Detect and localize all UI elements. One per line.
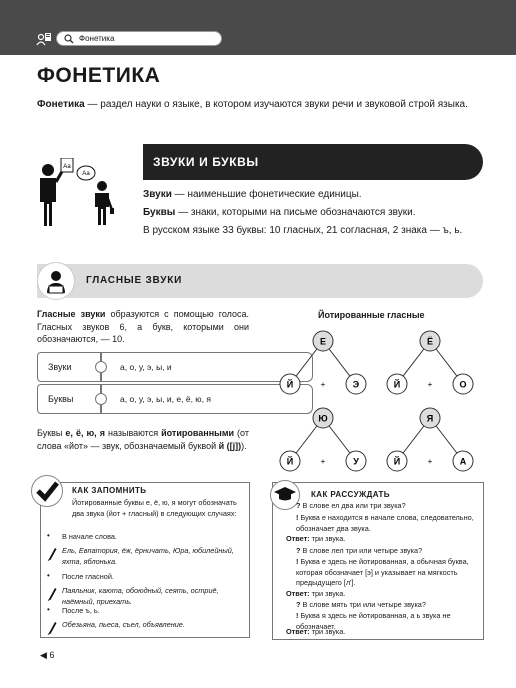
reason-title: КАК РАССУЖДАТЬ xyxy=(311,490,390,499)
question-line xyxy=(286,546,482,557)
rule-item: После ъ, ь. xyxy=(62,606,100,615)
yot-post: (от слова «йот» — звук, обозначаемый буквой xyxy=(37,428,249,451)
answer-line xyxy=(286,589,482,600)
line-text: В слове ел два или три звука? xyxy=(302,501,406,510)
example-item: Ель, Евпатория, ёж, ёрничать, Юра, юбилейный, яхта, яблонька. xyxy=(62,546,234,566)
letters-definition xyxy=(143,205,483,220)
yot-j-node: Й xyxy=(393,379,401,390)
mark-icon: ! xyxy=(296,513,301,522)
sounds-tag: Звуки xyxy=(37,352,101,382)
sounds-values: а, о, у, э, ы, и xyxy=(101,352,313,382)
example-item: Паяльник, каюта, обоюдный, сеять, остриё, наёмный, приехать. xyxy=(62,586,219,606)
people-illustration xyxy=(30,158,130,228)
search-icon xyxy=(64,34,74,44)
yot-term: йотированными xyxy=(161,428,235,438)
letters-values: а, о, у, э, ы, и, е, ё, ю, я xyxy=(101,384,313,414)
intro-text: — раздел науки о языке, в котором изучаются звуки речи и звуковой строй языка. xyxy=(84,99,468,110)
answer-label: Ответ: xyxy=(286,534,312,543)
yot-sound: й ([j]) xyxy=(218,440,242,451)
term-vowels: Гласные звуки xyxy=(37,309,106,319)
search-input[interactable] xyxy=(56,31,222,46)
yot-vowel-node: Э xyxy=(352,379,360,390)
sounds-letters-text xyxy=(143,187,483,241)
yot-close: ). xyxy=(241,440,247,451)
question-line xyxy=(286,501,482,512)
line-text: Буква я здесь не йотированная, а ь звука не обозначает. xyxy=(296,611,451,631)
yot-letter-node: Я xyxy=(426,413,434,424)
term-sounds: Звуки xyxy=(143,189,172,200)
plus-sign: + xyxy=(320,457,326,466)
yot-diagram xyxy=(270,326,483,476)
vowels-paragraph xyxy=(37,308,249,346)
yot-letter-node: Е xyxy=(319,336,327,347)
section-title-vowels: ГЛАСНЫЕ ЗВУКИ xyxy=(86,275,183,286)
yot-mid: называются xyxy=(104,428,162,438)
answer-label: Ответ: xyxy=(286,589,312,598)
sounds-row xyxy=(37,352,249,382)
answer-line xyxy=(286,627,482,638)
plus-sign: + xyxy=(427,380,433,389)
page-number-text: 6 xyxy=(49,650,55,660)
remember-intro: Йотированные буквы е, ё, ю, я могут обозначать два звука (йот + гласный) в следующих случаях: xyxy=(72,498,237,518)
bullet-icon: • xyxy=(47,571,50,580)
mark-icon: ? xyxy=(296,600,303,609)
yot-tree xyxy=(280,331,366,394)
mark-icon: ? xyxy=(296,546,303,555)
line-text: Буква е здесь не йотированная, а обычная буква, которая обозначает [э] и указывает на мягкость предыдущего [л']. xyxy=(296,557,469,587)
page-number xyxy=(40,650,54,661)
alphabet-count: В русском языке 33 буквы: 10 гласных, 21 согласная, 2 знака — ъ, ь. xyxy=(143,225,463,236)
tag-notch xyxy=(95,361,107,373)
intro-paragraph xyxy=(37,96,473,114)
question-line xyxy=(286,600,482,611)
yot-tree xyxy=(387,331,473,394)
pen-icon xyxy=(47,585,57,601)
line-text: В слове мять три или четыре звука? xyxy=(302,600,426,609)
bullet-icon: • xyxy=(47,605,50,614)
intro-term: Фонетика xyxy=(37,99,85,110)
vowels-text: образуются с помощью голоса. Гласных звуков 6, а букв, которыми они обозначаются, — 10. xyxy=(37,309,250,344)
yot-letter-node: Ё xyxy=(426,336,434,347)
bullet-icon: • xyxy=(47,531,50,540)
def-sounds: — наименьшие фонетические единицы. xyxy=(171,189,362,200)
user-book-icon xyxy=(36,31,52,47)
line-text: три звука. xyxy=(311,589,346,598)
line-text: три звука. xyxy=(311,627,346,636)
tag-notch xyxy=(95,393,107,405)
top-bar xyxy=(0,0,516,55)
letters-tag: Буквы xyxy=(37,384,101,414)
yot-vowel-node: А xyxy=(459,456,467,467)
yot-letters: е, ё, ю, я xyxy=(65,428,105,438)
yot-j-node: Й xyxy=(393,456,401,467)
remember-title: КАК ЗАПОМНИТЬ xyxy=(72,486,147,495)
yot-tree xyxy=(387,408,473,471)
plus-sign: + xyxy=(320,380,326,389)
yot-paragraph xyxy=(37,427,249,452)
mark-icon: ! xyxy=(296,557,301,566)
yot-j-node: Й xyxy=(286,379,294,390)
line-text: Буква е находится в начале слова, следовательно, обозначает два звука. xyxy=(296,513,474,533)
pen-icon xyxy=(47,545,57,561)
reading-person-icon xyxy=(38,263,74,299)
def-letters: — знаки, которыми на письме обозначаются звуки. xyxy=(175,207,416,218)
page-arrow-icon[interactable]: ◀ xyxy=(40,650,47,660)
yot-pre: Буквы xyxy=(37,428,66,438)
example-item: Обезьяна, пьеса, съел, объявление. xyxy=(62,620,185,629)
line-text: три звука. xyxy=(311,534,346,543)
letters-row xyxy=(37,384,249,414)
check-circle xyxy=(31,475,63,507)
mark-icon: ? xyxy=(296,501,303,510)
page-title: ФОНЕТИКА xyxy=(37,64,161,87)
rule-item: В начале слова. xyxy=(62,532,117,541)
yot-vowel-node: О xyxy=(459,379,467,390)
mark-icon: ! xyxy=(296,611,301,620)
speech-label: Аа xyxy=(82,171,90,177)
term-letters: Буквы xyxy=(143,207,176,218)
yot-vowel-node: У xyxy=(353,456,359,467)
rule-item: После гласной. xyxy=(62,572,114,581)
search-text: Фонетика xyxy=(79,34,115,43)
pen-icon xyxy=(47,619,57,635)
reasoning-line xyxy=(286,513,482,534)
plus-sign: + xyxy=(427,457,433,466)
yot-tree xyxy=(280,408,366,471)
checkmark-icon xyxy=(32,476,62,506)
yot-diagram-title: Йотированные гласные xyxy=(318,310,425,320)
reasoning-line xyxy=(286,557,482,589)
answer-line xyxy=(286,534,482,545)
answer-label: Ответ: xyxy=(286,627,312,636)
sounds-definition xyxy=(143,187,483,202)
reading-icon-circle xyxy=(37,262,75,300)
card-label: Аа xyxy=(63,164,71,170)
yot-j-node: Й xyxy=(286,456,294,467)
section-header-sounds-letters: ЗВУКИ И БУКВЫ xyxy=(143,144,483,180)
yot-letter-node: Ю xyxy=(318,413,328,424)
line-text: В слове лел три или четыре звука? xyxy=(302,546,423,555)
